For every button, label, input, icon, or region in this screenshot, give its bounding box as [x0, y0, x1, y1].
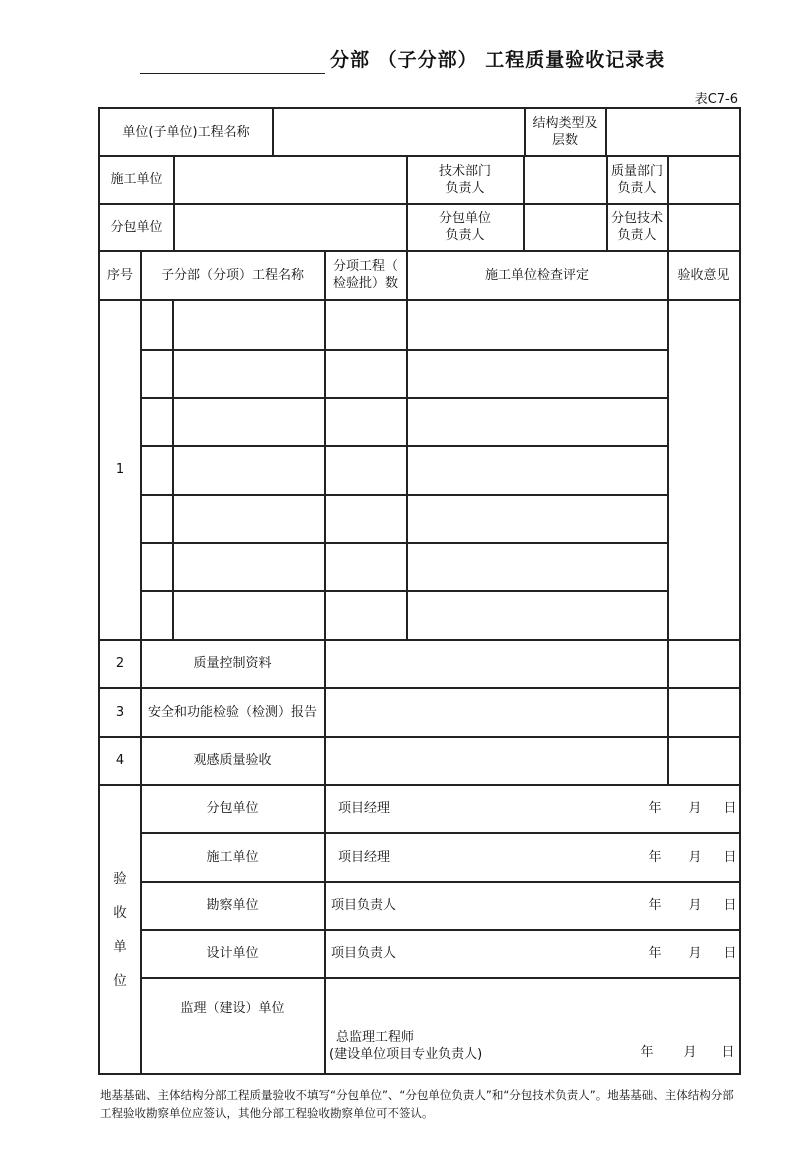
form-code: 表C7-6 [694, 92, 738, 107]
row2-seq: 2 [115, 656, 125, 671]
date-year: 年 [640, 1044, 654, 1060]
col-count: 分项工程（ 检验批）数 [332, 259, 398, 291]
date-year: 年 [648, 801, 662, 816]
construction-unit-input[interactable] [174, 156, 406, 203]
date-day: 日 [723, 801, 737, 816]
project-name-input[interactable] [273, 109, 524, 155]
date-month: 月 [688, 946, 702, 961]
quality-dept-head-label: 质量部门 负责人 [610, 163, 663, 196]
col-sub-name: 子分部（分项）工程名称 [160, 267, 304, 283]
party-role-design: 项目负责人 [331, 946, 397, 961]
date-day: 日 [723, 849, 737, 865]
party-unit-subcontract: 分包单位 [206, 801, 259, 816]
row4-label: 观感质量验收 [193, 753, 272, 768]
date-day: 日 [723, 946, 737, 961]
date-day: 日 [723, 898, 737, 913]
quality-dept-head-input[interactable] [668, 156, 739, 203]
footnote: 地基基础、主体结构分部工程质量验收不填写“分包单位”、“分包单位负责人”和“分包技术负责人”。地基基础、主体结构分部工程验收勘察单位应签认，其他分部工程验收勘察单位可不签认。 [100, 1088, 734, 1120]
date-month: 月 [683, 1044, 697, 1060]
row3-seq: 3 [115, 704, 125, 720]
supervisor-role-alt: (建设单位项目专业负责人) [329, 1047, 483, 1062]
date-month: 月 [688, 801, 702, 816]
col-opinion: 验收意见 [677, 267, 730, 283]
page-title: 分部 （子分部） 工程质量验收记录表 [330, 49, 666, 71]
row3-label: 安全和功能检验（检测）报告 [147, 704, 317, 720]
subcontract-unit-label: 分包单位 [110, 219, 163, 235]
structure-type-label: 结构类型及 层数 [532, 116, 598, 148]
structure-type-input[interactable] [606, 109, 739, 155]
party-unit-construction: 施工单位 [206, 849, 259, 865]
acceptance-side-label: 验 收 单 位 [113, 871, 127, 989]
form-table [98, 107, 741, 1075]
party-unit-supervisor: 监理（建设）单位 [180, 1000, 285, 1016]
date-month: 月 [688, 849, 702, 865]
party-unit-survey: 勘察单位 [206, 898, 259, 913]
party-role-survey: 项目负责人 [331, 898, 397, 913]
sub-tech-head-label: 分包技术 负责人 [610, 211, 663, 243]
sub-unit-head-label: 分包单位 负责人 [438, 211, 491, 243]
supervisor-role: 总监理工程师 [336, 1030, 415, 1045]
sub-tech-head-input[interactable] [668, 204, 739, 250]
date-year: 年 [648, 898, 662, 913]
construction-unit-label: 施工单位 [110, 172, 163, 187]
date-year: 年 [648, 849, 662, 865]
tech-dept-head-input[interactable] [524, 156, 606, 203]
row4-seq: 4 [115, 753, 125, 768]
row2-label: 质量控制资料 [193, 656, 272, 671]
row1-seq: 1 [115, 462, 125, 477]
col-seq: 序号 [106, 267, 133, 283]
date-year: 年 [648, 946, 662, 961]
col-check: 施工单位检查评定 [484, 267, 589, 283]
party-role-subcontract: 项目经理 [338, 801, 391, 816]
tech-dept-head-label: 技术部门 负责人 [438, 163, 491, 196]
sub-unit-head-input[interactable] [524, 204, 606, 250]
party-role-construction: 项目经理 [338, 849, 391, 865]
date-day: 日 [721, 1044, 735, 1060]
subcontract-unit-input[interactable] [174, 204, 406, 250]
party-unit-design: 设计单位 [206, 946, 259, 961]
project-name-label: 单位(子单位)工程名称 [122, 124, 250, 140]
date-month: 月 [688, 898, 702, 913]
title-underline [140, 73, 325, 74]
